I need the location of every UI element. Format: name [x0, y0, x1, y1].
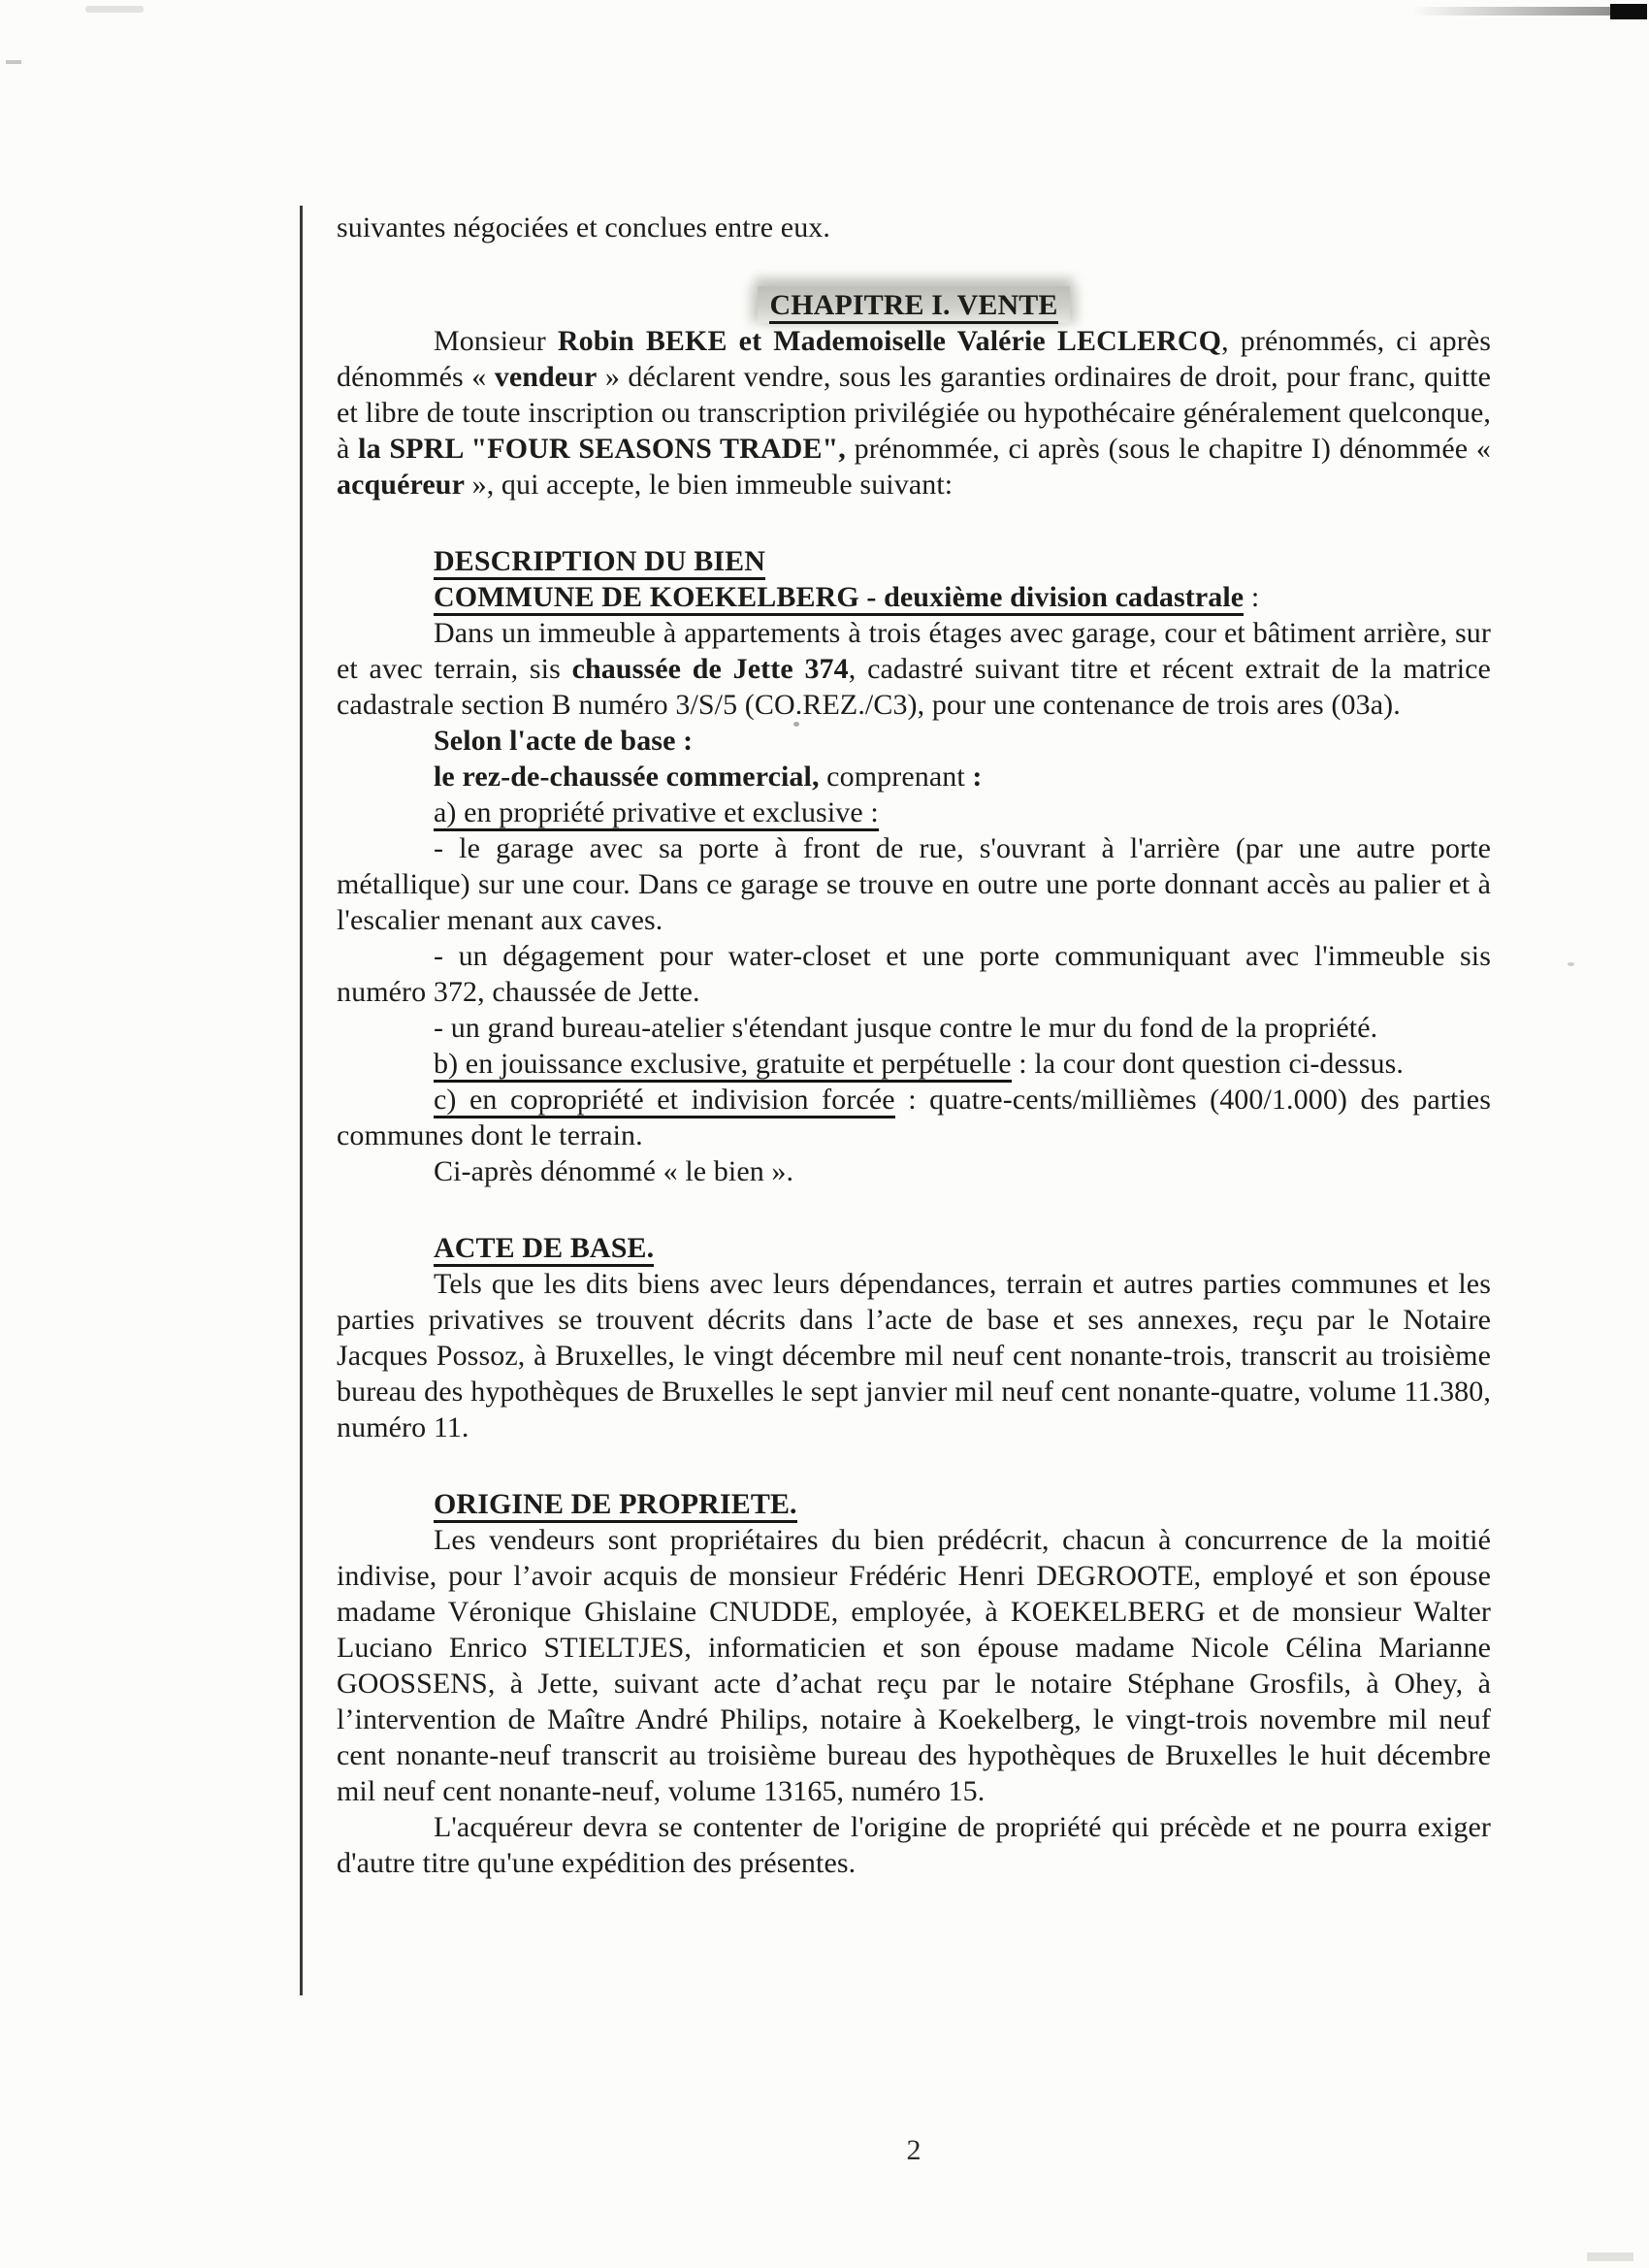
sale-paragraph: Monsieur Robin BEKE et Mademoiselle Valérie LECLERCQ, prénommés, ci après dénommés « vendeur » déclarent vendre, sous les garanties ordinaires de droit, pour franc, quitte et libre de toute inscription ou transcription privilégiée ou hypothécaire généralement quelconque, à la SPRL "FOUR SEASONS TRADE", prénommée, ci après (sous le chapitre I) dénommée « acquéreur », qui accepte, le bien immeuble suivant: [337, 325, 1492, 501]
commune-heading: COMMUNE DE KOEKELBERG - deuxième division cadastrale : [337, 579, 1491, 615]
selon-acte-line: Selon l'acte de base : [434, 725, 694, 757]
origine-propriete-heading: ORIGINE DE PROPRIETE. [337, 1486, 1491, 1522]
description-heading: DESCRIPTION DU BIEN [337, 543, 1491, 579]
le-bien-line: Ci-après dénommé « le bien ». [434, 1155, 794, 1187]
garage-paragraph: - le garage avec sa porte à front de rue, s'ouvrant à l'arrière (par une autre porte métallique) sur une cour. Dans ce garage se trouve en outre une porte donnant accès au palier et à l'escalier menant aux caves. [337, 832, 1491, 936]
jouissance-paragraph: b) en jouissance exclusive, gratuite et perpétuelle : la cour dont question ci-dessus. [337, 1046, 1491, 1082]
page-number: 2 [906, 2134, 922, 2166]
scan-artifact-corner-mark [1610, 4, 1647, 19]
heading-highlight: CHAPITRE I. VENTE [758, 286, 1069, 323]
scan-artifact-streak [1411, 7, 1610, 16]
scan-artifact-smudge [1587, 2252, 1633, 2261]
copropriete-paragraph: c) en copropriété et indivision forcée : quatre-cents/millièmes (400/1.000) des parties communes dont le terrain. [337, 1084, 1492, 1151]
chapter-heading [337, 286, 1491, 323]
property-paragraph: Dans un immeuble à appartements à trois étages avec garage, cour et bâtiment arrière, sur et avec terrain, sis chaussée de Jette 374, cadastré suivant titre et récent extrait de la matrice cadastrale section B numéro 3/S/5 (CO.REZ./C3), pour une contenance de trois ares (03a). [337, 617, 1491, 721]
document-body [337, 210, 1491, 1881]
left-margin-rule [300, 206, 303, 1995]
scan-artifact-dot [1568, 962, 1574, 966]
scan-artifact-smudge [85, 6, 144, 13]
bureau-atelier-paragraph: - un grand bureau-atelier s'étendant jusque contre le mur du fond de la propriété. [434, 1012, 1378, 1044]
degagement-paragraph: - un dégagement pour water-closet et une porte communiquant avec l'immeuble sis numéro 372, chaussée de Jette. [337, 940, 1491, 1008]
scan-artifact-dash [6, 60, 21, 64]
continuation-line: suivantes négociées et conclues entre eux. [337, 211, 830, 243]
origine-propriete-paragraph: Les vendeurs sont propriétaires du bien prédécrit, chacun à concurrence de la moitié indivise, pour l’avoir acquis de monsieur Frédéric Henri DEGROOTE, employé et son épouse madame Véronique Ghislaine CNUDDE, employée, à KOEKELBERG et de monsieur Walter Luciano Enrico STIELTJES, informaticien et son épouse madame Nicole Célina Marianne GOOSSENS, à Jette, suivant acte d’achat reçu par le notaire Stéphane Grosfils, à Ohey, à l’intervention de Maître André Philips, notaire à Koekelberg, le vingt-trois novembre mil neuf cent nonante-neuf transcrit au troisième bureau des hypothèques de Bruxelles le huit décembre mil neuf cent nonante-neuf, volume 13165, numéro 15. [337, 1524, 1491, 1807]
propriete-privative-line: a) en propriété privative et exclusive : [337, 794, 1491, 830]
acte-de-base-paragraph: Tels que les dits biens avec leurs dépendances, terrain et autres parties communes et les parties privatives se trouvent décrits dans l’acte de base et ses annexes, reçu par le Notaire Jacques Possoz, à Bruxelles, le vingt décembre mil neuf cent nonante-trois, transcrit au troisième bureau des hypothèques de Bruxelles le sept janvier mil neuf cent nonante-quatre, volume 11.380, numéro 11. [337, 1268, 1491, 1443]
acquereur-paragraph: L'acquéreur devra se contenter de l'origine de propriété qui précède et ne pourra exiger d'autre titre qu'une expédition des présentes. [337, 1811, 1491, 1879]
acte-de-base-heading: ACTE DE BASE. [337, 1230, 1491, 1266]
rez-de-chaussee-line: le rez-de-chaussée commercial, comprenant : [434, 761, 983, 793]
